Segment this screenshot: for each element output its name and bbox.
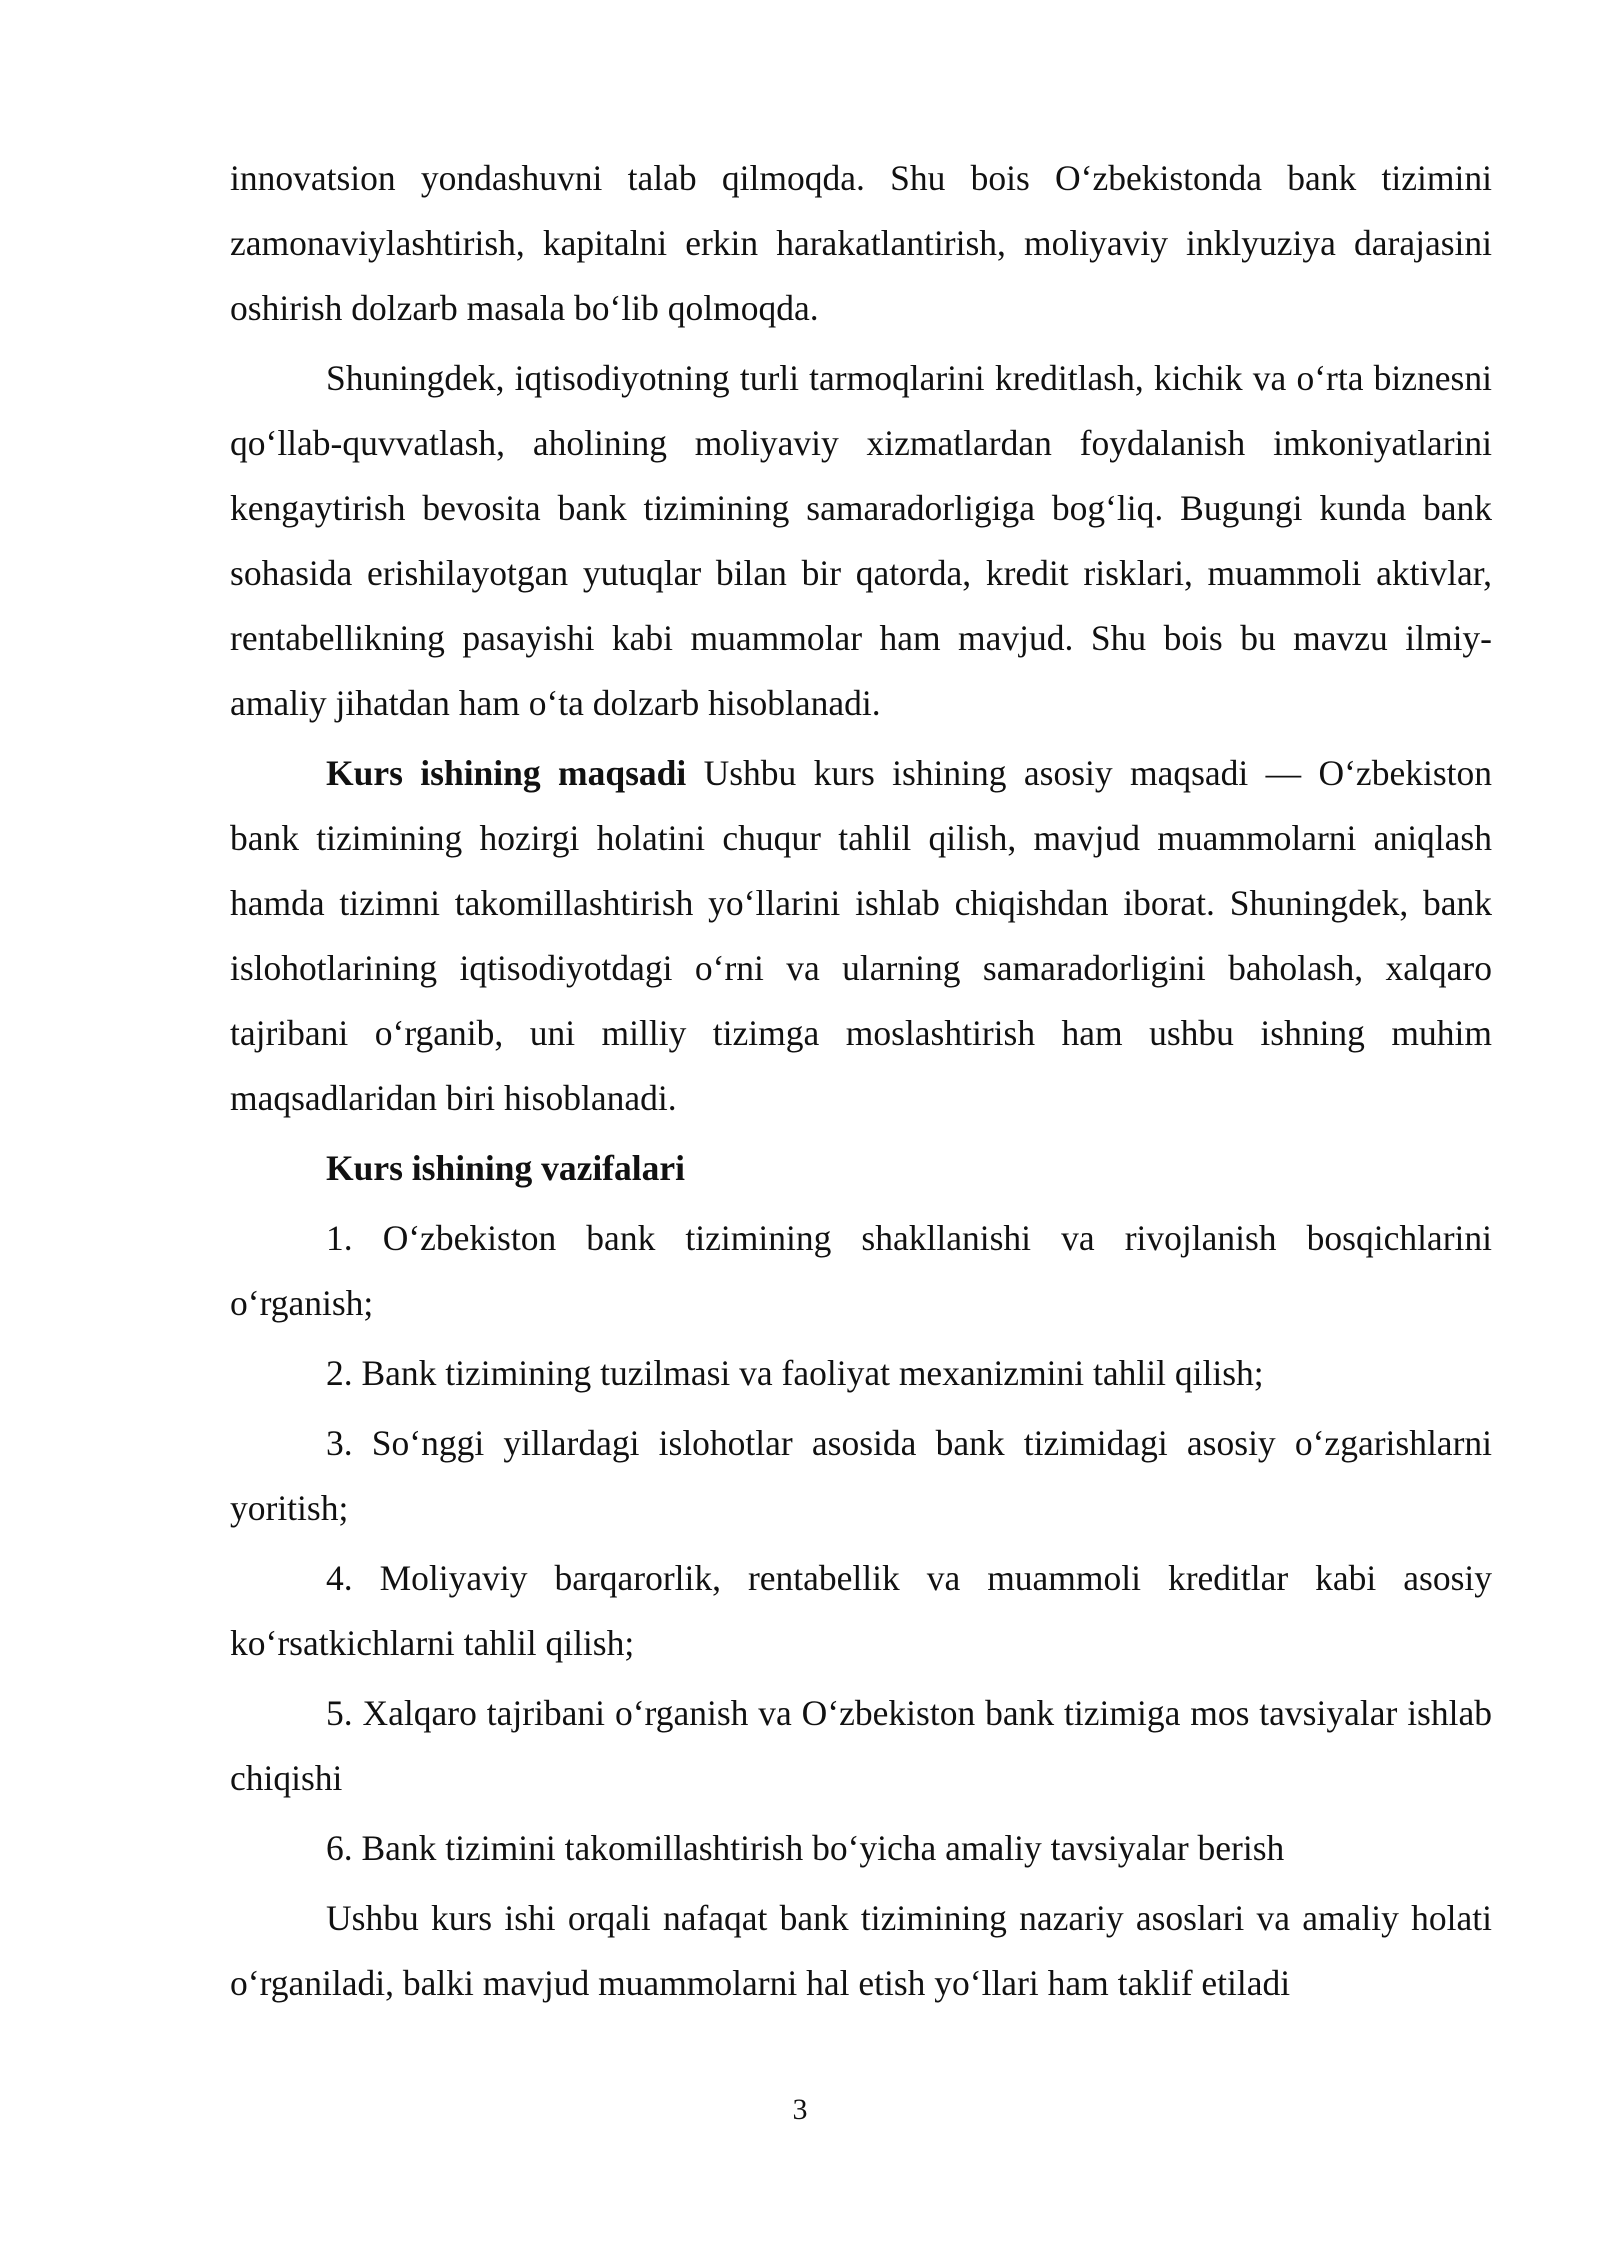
paragraph-intro-continuation: innovatsion yondashuvni talab qilmoqda. Shu bois O‘zbekistonda bank tizimini zamonaviylashtirish, kapitalni erkin harakatlantirish, moliyaviy inklyuziya darajasini oshirish dolzarb masala bo‘lib qolmoqda. — [230, 158, 1492, 328]
paragraph-goal — [230, 741, 1492, 1131]
paragraph-closing: Ushbu kurs ishi orqali nafaqat bank tizimining nazariy asoslari va amaliy holati o‘rganiladi, balki mavjud muammolarni hal etish yo‘llari ham taklif etiladi — [230, 1898, 1492, 2003]
task-item-2: 2. Bank tizimining tuzilmasi va faoliyat mexanizmini tahlil qilish; — [326, 1353, 1264, 1393]
goal-text: Ushbu kurs ishining asosiy maqsadi — O‘zbekiston bank tizimining hozirgi holatini chuqur tahlil qilish, mavjud muammolarni aniqlash hamda tizimni takomillashtirish yo‘llarini ishlab chiqishdan iborat. Shuningdek, bank islohotlarining iqtisodiyotdagi o‘rni va ularning samaradorligini baholash, xalqaro tajribani o‘rganib, uni milliy tizimga moslashtirish ham ushbu ishning muhim maqsadlaridan biri hisoblanadi. — [230, 753, 1492, 1118]
task-item-5: 5. Xalqaro tajribani o‘rganish va O‘zbekiston bank tizimiga mos tavsiyalar ishlab chiqishi — [230, 1693, 1492, 1798]
task-item-4: 4. Moliyaviy barqarorlik, rentabellik va muammoli kreditlar kabi asosiy ko‘rsatkichlarni tahlil qilish; — [230, 1558, 1492, 1663]
task-item-1: 1. O‘zbekiston bank tizimining shakllanishi va rivojlanish bosqichlarini o‘rganish; — [230, 1218, 1492, 1323]
tasks-heading: Kurs ishining vazifalari — [326, 1148, 685, 1188]
task-item-6: 6. Bank tizimini takomillashtirish bo‘yicha amaliy tavsiyalar berish — [326, 1828, 1285, 1868]
task-item-3: 3. So‘nggi yillardagi islohotlar asosida bank tizimidagi asosiy o‘zgarishlarni yoritish; — [230, 1423, 1492, 1528]
goal-lead-heading: Kurs ishining maqsadi — [326, 753, 687, 793]
page-body — [230, 146, 1492, 2021]
page-number: 3 — [792, 2093, 808, 2126]
paragraph-relevance: Shuningdek, iqtisodiyotning turli tarmoqlarini kreditlash, kichik va o‘rta biznesni qo‘llab-quvvatlash, aholining moliyaviy xizmatlardan foydalanish imkoniyatlarini kengaytirish bevosita bank tizimining samaradorligiga bog‘liq. Bugungi kunda bank sohasida erishilayotgan yutuqlar bilan bir qatorda, kredit risklari, muammoli aktivlar, rentabellikning pasayishi kabi muammolar ham mavjud. Shu bois bu mavzu ilmiy-amaliy jihatdan ham o‘ta dolzarb hisoblanadi. — [230, 358, 1492, 723]
